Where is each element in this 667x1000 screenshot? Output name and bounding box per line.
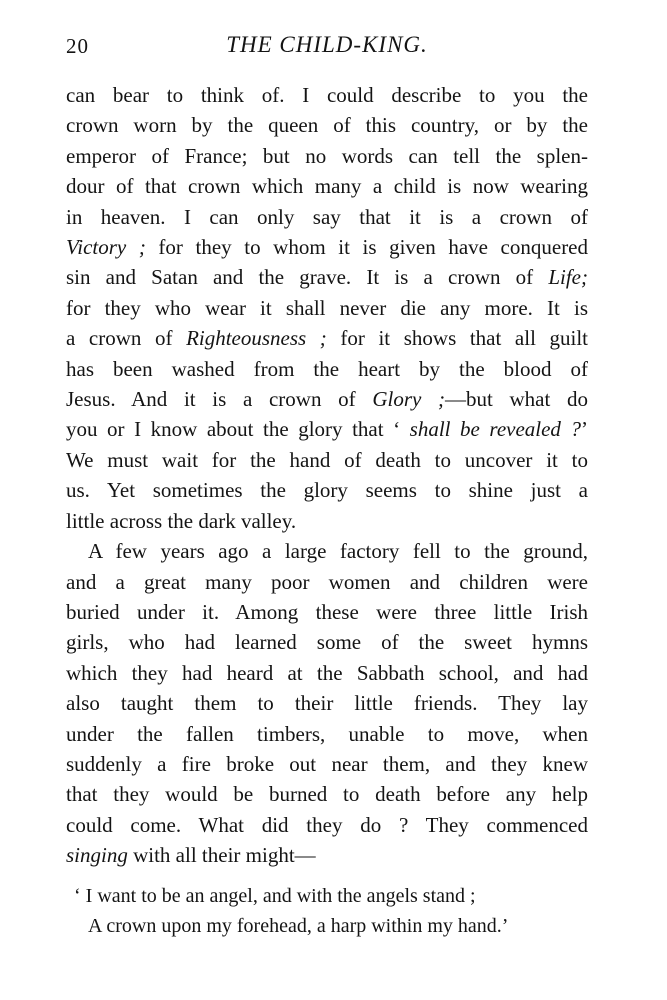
text-line: can bear to think of. I could describe to you the <box>66 83 588 107</box>
text-line: in heaven. I can only say that it is a crown of <box>66 204 588 229</box>
text-line: crown worn by the queen of this country, or by the <box>66 113 588 138</box>
text-line: girls, who had learned some of the sweet hymns <box>66 630 588 655</box>
text-run: you or I know about the glory that ‘ <box>66 417 410 442</box>
paragraph-2 <box>66 536 588 870</box>
running-head: THE CHILD-KING. <box>226 32 428 57</box>
text-line: under the fallen timbers, unable to move, when <box>66 721 588 746</box>
italic-text: Life; <box>548 265 588 290</box>
text-line <box>66 384 588 414</box>
text-line: which they had heard at the Sabbath school, and had <box>66 660 588 685</box>
text-run: Jesus. And it is a crown of <box>66 387 373 412</box>
text-run: for they to whom it is given have conquered <box>145 235 589 260</box>
page-header <box>66 30 588 62</box>
text-line: dour of that crown which many a child is now wearing <box>66 174 588 199</box>
italic-text: Glory ; <box>372 387 445 412</box>
text-run: a crown of <box>66 326 187 351</box>
text-line: for they who wear it shall never die any more. It is <box>66 295 588 320</box>
body-text <box>66 80 588 941</box>
text-line: also taught them to their little friends. They lay <box>66 691 588 716</box>
text-line: that they would be burned to death before any help <box>66 782 588 807</box>
book-page <box>66 30 588 941</box>
italic-text: singing <box>66 843 128 868</box>
text-line: us. Yet sometimes the glory seems to shine just a <box>66 478 588 503</box>
text-line: has been washed from the heart by the blood of <box>66 356 588 381</box>
text-line: buried under it. Among these were three little Irish <box>66 599 588 624</box>
text-line <box>66 323 588 353</box>
text-line <box>66 414 588 444</box>
text-line <box>66 840 588 870</box>
text-line: A few years ago a large factory fell to the ground, <box>88 539 588 564</box>
verse-line: ‘ I want to be an angel, and with the angels stand ; <box>74 884 476 907</box>
text-line: little across the dark valley. <box>66 508 297 533</box>
text-line: suddenly a fire broke out near them, and they knew <box>66 751 588 776</box>
text-line: We must wait for the hand of death to uncover it to <box>66 447 588 472</box>
italic-text: Victory ; <box>66 235 146 260</box>
italic-text: shall be revealed ? <box>409 417 581 442</box>
text-line: could come. What did they do ? They commenced <box>66 812 588 837</box>
paragraph-1 <box>66 80 588 536</box>
text-run: —but what do <box>444 387 588 412</box>
hymn-verse <box>66 881 588 941</box>
verse-line: A crown upon my forehead, a harp within my hand.’ <box>88 914 509 937</box>
text-line <box>66 262 588 292</box>
text-run: sin and Satan and the grave. It is a crown of <box>66 265 549 290</box>
page-number: 20 <box>66 34 89 58</box>
text-run: for it shows that all guilt <box>326 326 588 351</box>
text-line: emperor of France; but no words can tell the splen- <box>66 143 588 168</box>
text-run: with all their might— <box>127 843 316 868</box>
text-line <box>66 232 588 262</box>
italic-text: Righteousness ; <box>186 326 327 351</box>
text-run: ’ <box>580 417 588 442</box>
text-line: and a great many poor women and children were <box>66 569 588 594</box>
